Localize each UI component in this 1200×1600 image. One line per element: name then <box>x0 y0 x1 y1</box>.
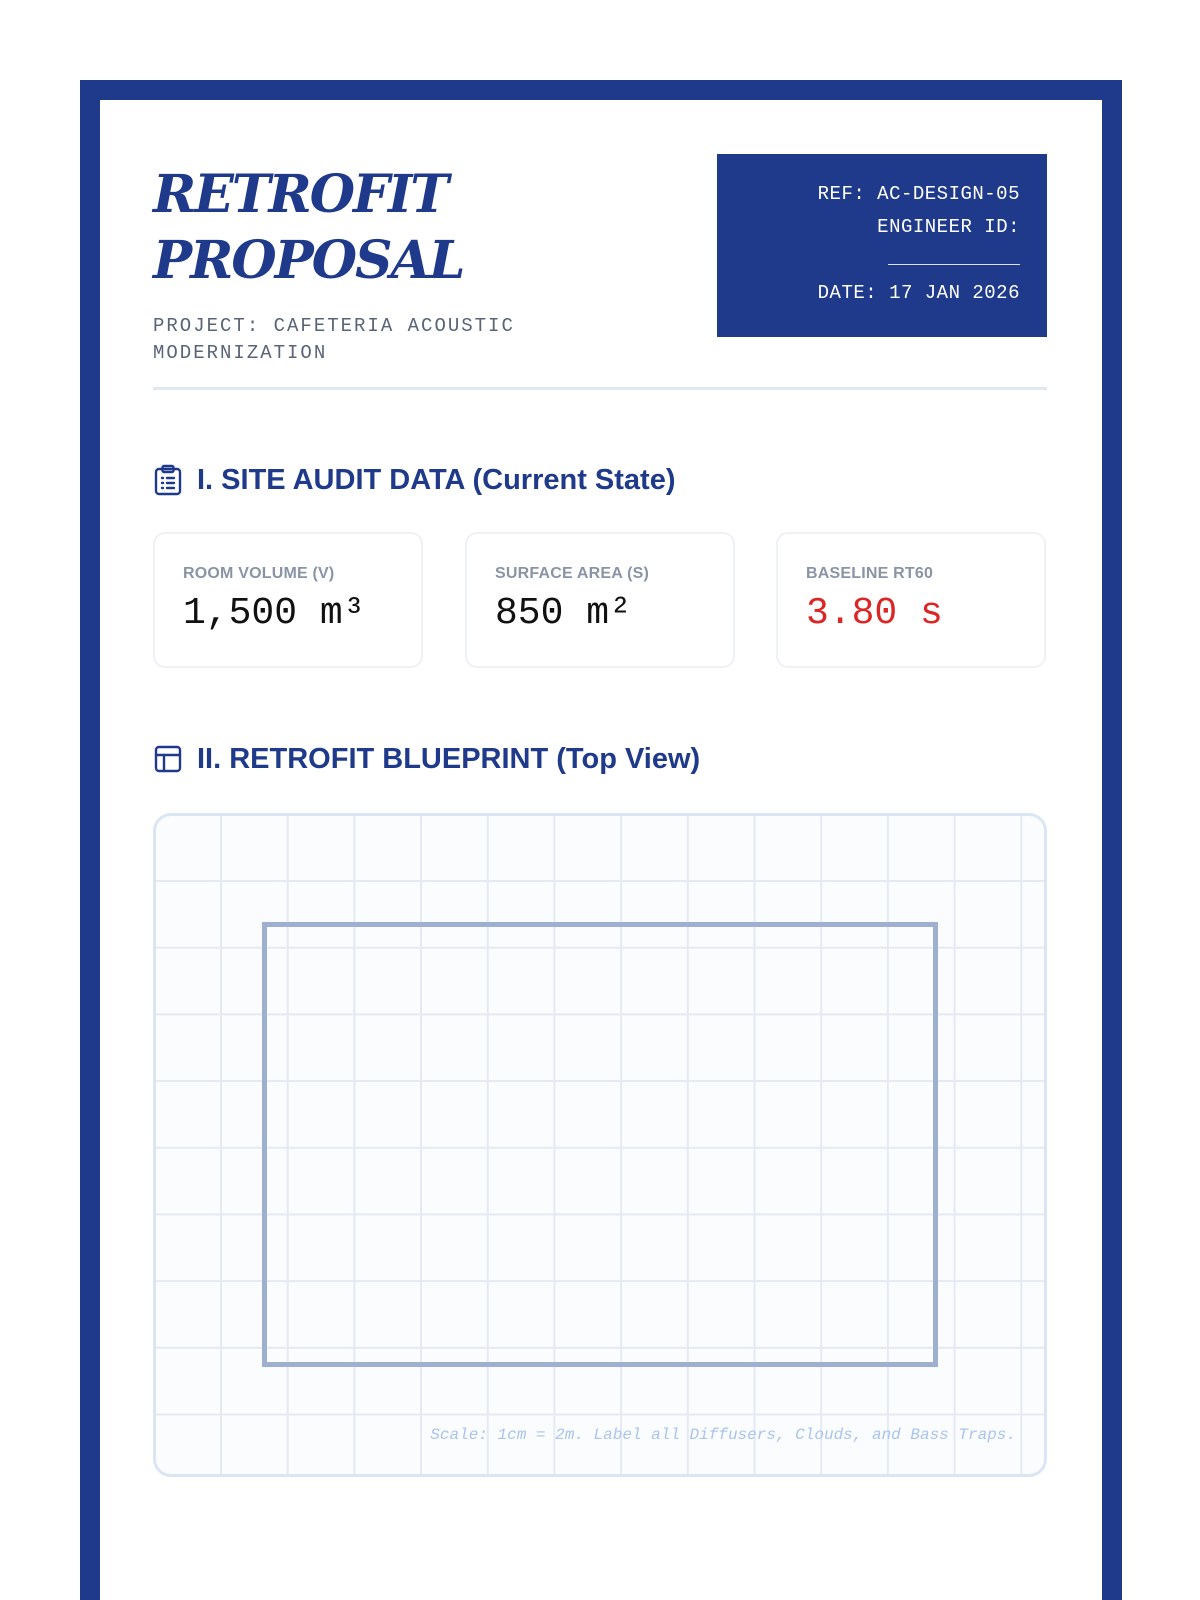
scale-note: Scale: 1cm = 2m. Label all Diffusers, Clouds, and Bass Traps. <box>430 1426 1016 1444</box>
section-blueprint-heading <box>153 739 700 779</box>
reference-box <box>717 154 1047 337</box>
page-title <box>153 162 573 294</box>
section-site-audit-title: I. SITE AUDIT DATA (Current State) <box>197 463 676 496</box>
stat-card-room-volume <box>153 532 423 668</box>
clipboard-icon <box>153 464 183 496</box>
stat-label: ROOM VOLUME (V) <box>183 565 335 582</box>
stat-value-alert: 3.80 s <box>806 592 943 635</box>
proposal-date: DATE: 17 JAN 2026 <box>817 282 1020 304</box>
proposal-sheet <box>80 80 1122 1600</box>
blueprint-canvas[interactable] <box>153 813 1047 1477</box>
stat-label: BASELINE RT60 <box>806 565 934 582</box>
room-outline <box>262 922 938 1367</box>
layout-icon <box>153 744 183 774</box>
title-line-2: PROPOSAL <box>153 230 464 291</box>
stat-card-baseline-rt60 <box>776 532 1046 668</box>
header-divider <box>153 387 1047 390</box>
stat-label: SURFACE AREA (S) <box>495 565 650 582</box>
stat-card-surface-area <box>465 532 735 668</box>
reference-code: REF: AC-DESIGN-05 <box>817 183 1020 205</box>
title-line-1: RETROFIT <box>153 164 447 225</box>
engineer-id-label: ENGINEER ID: <box>877 216 1020 238</box>
stat-value: 1,500 m³ <box>183 592 366 635</box>
section-site-audit-heading <box>153 460 676 500</box>
section-blueprint-title: II. RETROFIT BLUEPRINT (Top View) <box>197 742 701 775</box>
project-name: PROJECT: CAFETERIA ACOUSTIC MODERNIZATION <box>153 315 515 364</box>
stat-value: 850 m² <box>495 592 632 635</box>
engineer-id-field[interactable] <box>737 244 1020 277</box>
engineer-id-blank-line <box>888 244 1020 265</box>
